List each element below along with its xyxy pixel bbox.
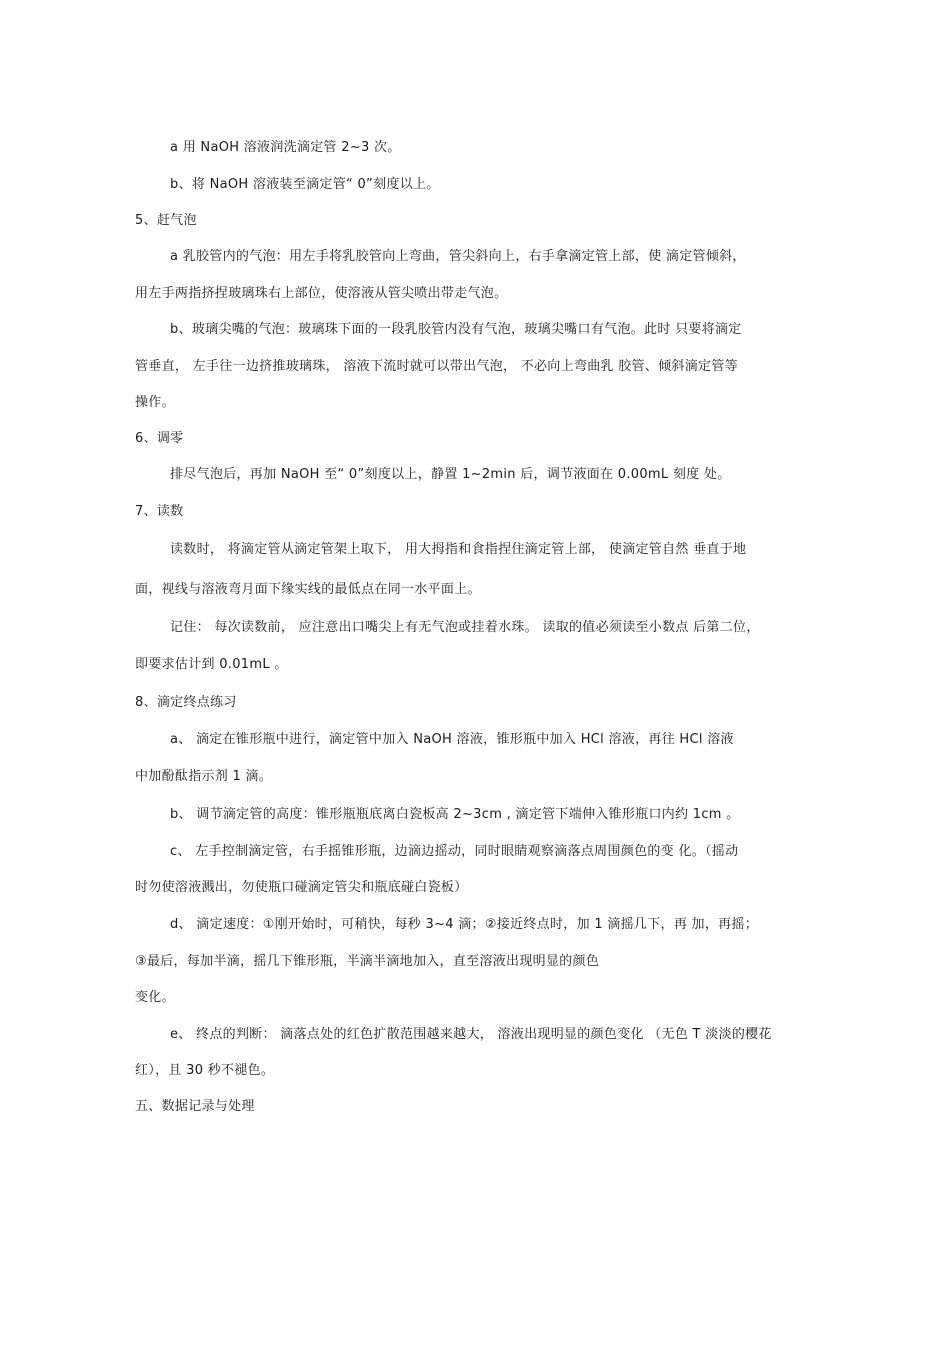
text-line: 读数时， 将滴定管从滴定管架上取下， 用大拇指和食指捏住滴定管上部， 使滴定管自然 垂直于地 xyxy=(170,542,747,557)
text-line: ③最后，每加半滴，摇几下锥形瓶，半滴半滴地加入，直至溶液出现明显的颜色 xyxy=(135,954,600,969)
text-line: 红），且 30 秒不褪色。 xyxy=(135,1063,275,1078)
text-line: 记住： 每次读数前， 应注意出口嘴尖上有无气泡或挂着水珠。 读取的值必须读至小数点 后第二位， xyxy=(170,620,760,635)
text-line: c、 左手控制滴定管，右手摇锥形瓶，边滴边摇动，同时眼睛观察滴落点周围颜色的变 化。（摇动 xyxy=(170,844,739,859)
section-heading: 8、滴定终点练习 xyxy=(135,695,237,710)
text-line: 管垂直， 左手往一边挤推玻璃珠， 溶液下流时就可以带出气泡， 不必向上弯曲乳 胶管、倾斜滴定管等 xyxy=(135,359,738,374)
text-line: 面，视线与溶液弯月面下缘实线的最低点在同一水平面上。 xyxy=(135,582,481,597)
text-line: e、 终点的判断： 滴落点处的红色扩散范围越来越大， 溶液出现明显的颜色变化 （无色 T 淡淡的樱花 xyxy=(170,1027,772,1042)
text-line: a 乳胶管内的气泡：用左手将乳胶管向上弯曲，管尖斜向上，右手拿滴定管上部，使 滴定管倾斜， xyxy=(170,249,746,264)
section-heading: 5、赶气泡 xyxy=(135,213,197,228)
text-line: b、玻璃尖嘴的气泡：玻璃珠下面的一段乳胶管内没有气泡，玻璃尖嘴口有气泡。此时 只要将滴定 xyxy=(170,322,742,337)
text-line: 排尽气泡后，再加 NaOH 至“ 0”刻度以上，静置 1~2min 后，调节液面在 0.00mL 刻度 处。 xyxy=(170,467,731,482)
text-line: b、将 NaOH 溶液装至滴定管“ 0”刻度以上。 xyxy=(170,177,440,192)
text-line: 变化。 xyxy=(135,990,175,1005)
text-line: 即要求估计到 0.01mL 。 xyxy=(135,657,288,672)
text-line: d、 滴定速度：①刚开始时，可稍快，每秒 3~4 滴；②接近终点时，加 1 滴摇几下，再 加，再摇； xyxy=(170,917,759,932)
text-line: 中加酚酞指示剂 1 滴。 xyxy=(135,769,273,784)
text-line: 时勿使溶液溅出，勿使瓶口碰滴定管尖和瓶底碰白瓷板） xyxy=(135,880,468,895)
section-heading: 7、读数 xyxy=(135,504,184,519)
text-line: 操作。 xyxy=(135,395,175,410)
text-line: a 用 NaOH 溶液润洗滴定管 2~3 次。 xyxy=(170,140,401,155)
text-line: 用左手两指挤捏玻璃珠右上部位，使溶液从管尖喷出带走气泡。 xyxy=(135,286,508,301)
text-line: a、 滴定在锥形瓶中进行，滴定管中加入 NaOH 溶液，锥形瓶中加入 HCl 溶液，再往 HCl 溶液 xyxy=(170,732,734,747)
text-line: b、 调节滴定管的高度：锥形瓶瓶底离白瓷板高 2~3cm , 滴定管下端伸入锥形瓶口内约 1cm 。 xyxy=(170,807,740,822)
section-heading: 6、调零 xyxy=(135,431,184,446)
section-heading: 五、数据记录与处理 xyxy=(135,1099,255,1114)
